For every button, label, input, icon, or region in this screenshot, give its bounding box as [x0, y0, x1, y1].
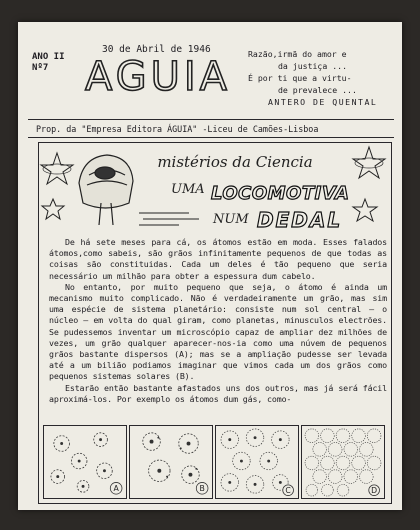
divider — [28, 119, 394, 120]
motto-quote — [248, 48, 388, 108]
issue-date: 30 de Abril de 1946 — [102, 44, 211, 55]
motto-author: ANTERO DE QUENTAL — [268, 97, 378, 107]
headline-word: LOCOMOTIVA — [211, 183, 350, 204]
headline-word: DEDAL — [257, 208, 343, 232]
issue-info — [32, 52, 65, 74]
figure-d — [301, 425, 385, 499]
figure-a-drawing — [44, 426, 126, 498]
motto-line: da justiça ... — [278, 61, 348, 71]
atom-figures — [43, 425, 387, 499]
article-paragraph: No entanto, por muito pequeno que seja, o átomo é ainda um mecanismo muito complicado. Não é verdadeiramente um grão, mas sim uma espécie de sistema planetário: consiste num sol central – o núcleo – em volta do qual giram, como planetas, minusculos electrões. Se pudessemos inventar um microscópio capaz de ampliar dez milhões de vezes, um grão qualquer aparecer-nos-ia como uma núvem de pequenos grãos bastante dispersos (A); mas se a ampliação pudesse ser levada até a um bilião podiamos imaginar que vimos cada um dos grãos como pequenos sistemas solares (B). — [49, 281, 387, 382]
figure-label: A — [113, 484, 119, 494]
publisher-line: Prop. da "Empresa Editora ÁGUIA" -Liceu de Camões-Lisboa — [36, 124, 319, 134]
figure-c-drawing — [216, 426, 298, 498]
article-body — [49, 237, 387, 405]
divider — [28, 137, 394, 138]
motto-line: É por ti que a virtu- — [248, 73, 352, 83]
issue-year: ANO II — [32, 52, 65, 62]
article-paragraph: De há sete meses para cá, os átomos estão em moda. Esses falados átomos,como sabeis, são grãos infinitamente pequenos de que todas as coisas são constituidas. Cada um deles é tão pequeno que seria necessário um milhão para obter a espessura dum cabelo. — [49, 237, 387, 281]
masthead-title-text: AGUIA — [84, 56, 232, 96]
motto-line: Razão,irmã do amor e — [248, 49, 347, 59]
issue-number: Nº7 — [32, 63, 49, 73]
masthead-title — [82, 56, 234, 96]
section-title: mistérios da Ciencia — [157, 153, 313, 171]
headline-word: UMA — [171, 182, 205, 197]
article-box — [38, 142, 392, 504]
headline-word: NUM — [213, 212, 249, 227]
figure-label: B — [199, 484, 205, 494]
figure-d-drawing — [302, 426, 384, 498]
figure-c — [215, 425, 299, 499]
article-paragraph: Estarão então bastante afastados uns dos outros, mas já será fácil aproximá-los. Por exemplo os átomos dum gás, como- — [49, 382, 387, 404]
figure-b-drawing — [130, 426, 212, 498]
newsletter-page — [18, 22, 402, 510]
figure-b — [129, 425, 213, 499]
article-banner — [39, 143, 391, 233]
speed-lines-icon — [139, 213, 199, 225]
thimble-illustration-icon — [79, 155, 133, 225]
motto-line: de prevalece ... — [278, 85, 357, 95]
figure-label: C — [285, 486, 291, 496]
figure-a — [43, 425, 127, 499]
figure-label: D — [371, 486, 378, 496]
